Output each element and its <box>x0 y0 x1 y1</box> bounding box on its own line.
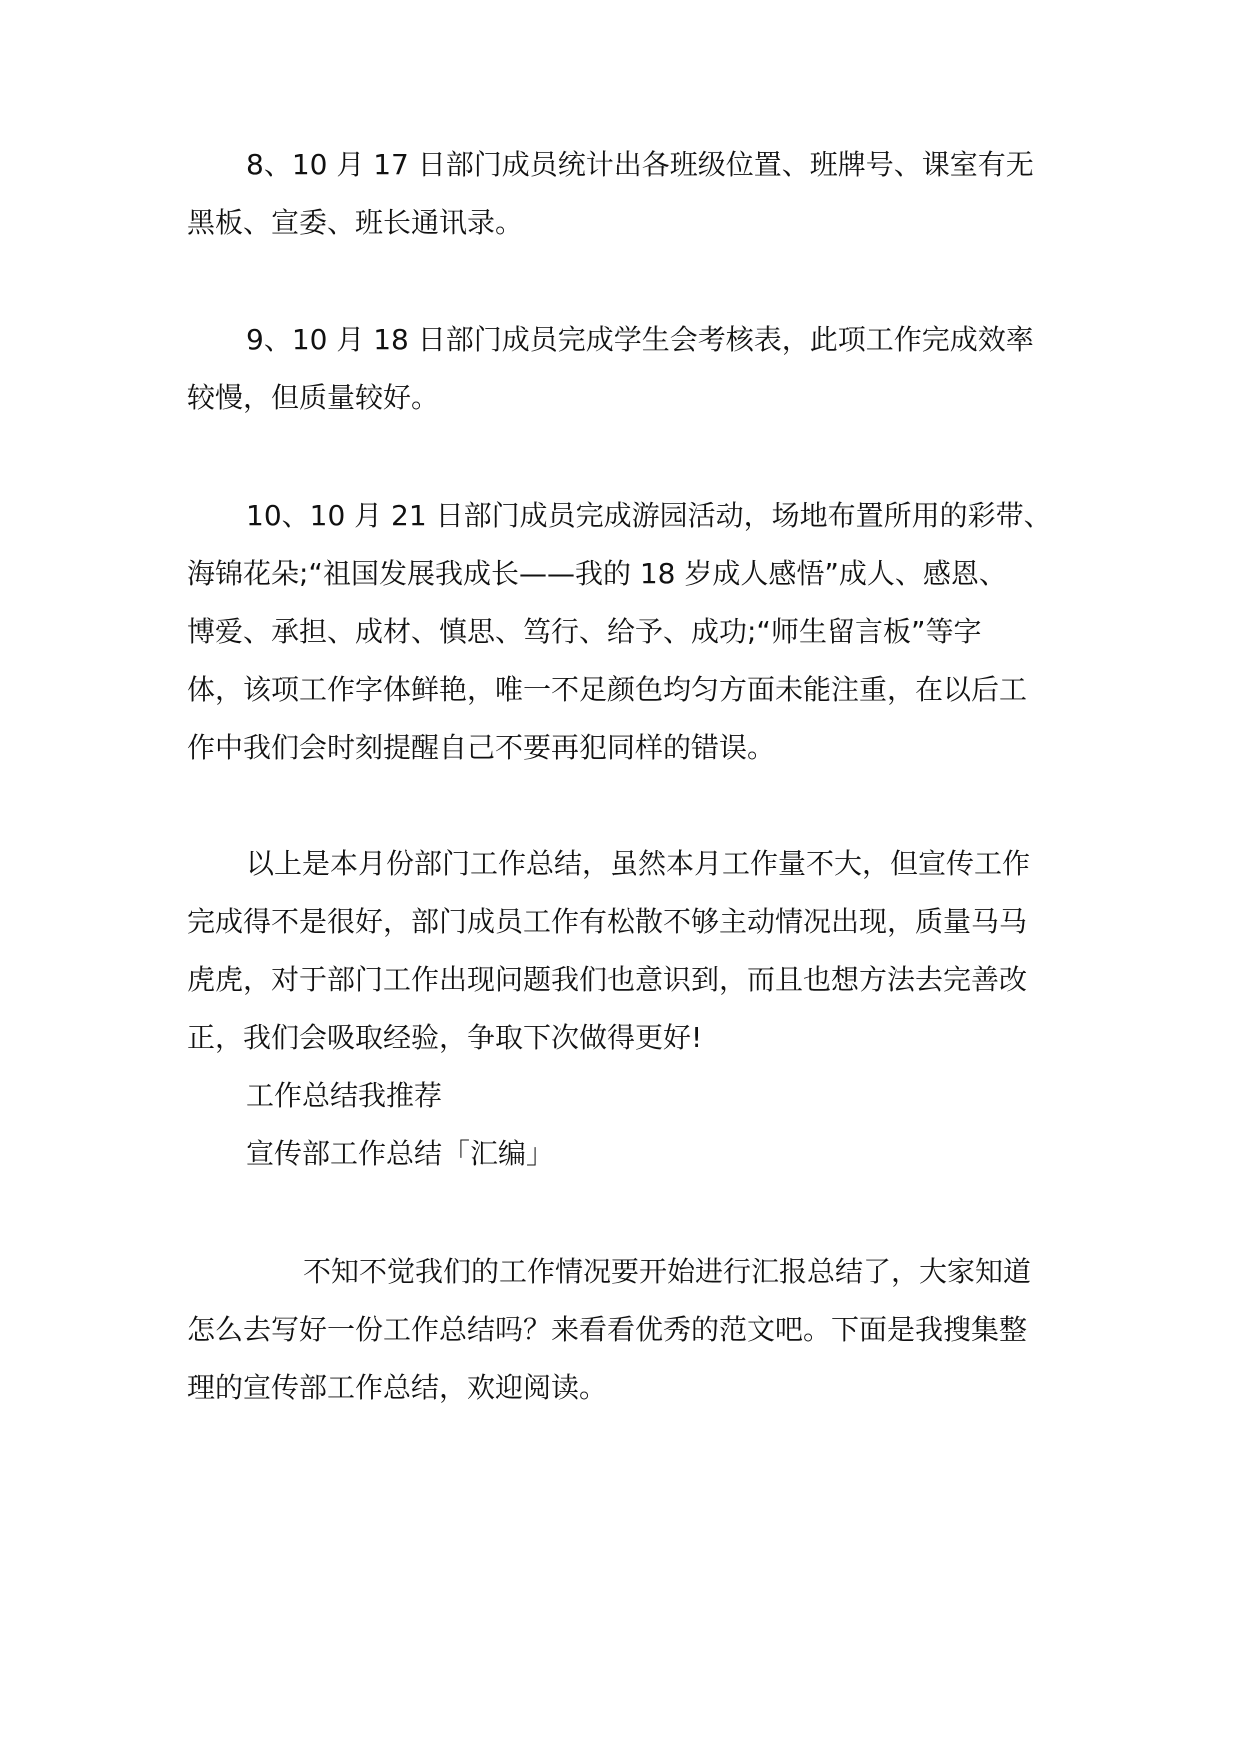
paragraph-line: 8、10 月 17 日部门成员统计出各班级位置、班牌号、课室有无 <box>246 148 1034 181</box>
paragraph-line: 理的宣传部工作总结，欢迎阅读。 <box>187 1371 608 1404</box>
paragraph-line: 不知不觉我们的工作情况要开始进行汇报总结了，大家知道 <box>303 1255 1032 1288</box>
paragraph-line: 正，我们会吸取经验，争取下次做得更好! <box>187 1021 703 1054</box>
paragraph-line: 博爱、承担、成材、慎思、笃行、给予、成功;“师生留言板”等字 <box>187 615 982 648</box>
paragraph-line: 怎么去写好一份工作总结吗？来看看优秀的范文吧。下面是我搜集整 <box>187 1313 1028 1346</box>
paragraph-line: 9、10 月 18 日部门成员完成学生会考核表，此项工作完成效率 <box>246 323 1034 356</box>
paragraph-line: 黑板、宣委、班长通讯录。 <box>187 206 524 239</box>
paragraph-line: 作中我们会时刻提醒自己不要再犯同样的错误。 <box>187 731 776 764</box>
paragraph-line: 完成得不是很好，部门成员工作有松散不够主动情况出现，质量马马 <box>187 905 1028 938</box>
paragraph-line: 体，该项工作字体鲜艳，唯一不足颜色均匀方面未能注重，在以后工 <box>187 673 1028 706</box>
paragraph-line: 以上是本月份部门工作总结，虽然本月工作量不大，但宣传工作 <box>246 847 1031 880</box>
paragraph-line: 海锦花朵;“祖国发展我成长——我的 18 岁成人感悟”成人、感恩、 <box>187 557 1007 590</box>
paragraph-line: 10、10 月 21 日部门成员完成游园活动，场地布置所用的彩带、 <box>246 499 1052 532</box>
recommend-heading: 工作总结我推荐 <box>246 1079 443 1112</box>
article-title: 宣传部工作总结「汇编」 <box>246 1137 555 1170</box>
paragraph-line: 虎虎，对于部门工作出现问题我们也意识到，而且也想方法去完善改 <box>187 963 1028 996</box>
paragraph-line: 较慢，但质量较好。 <box>187 381 440 414</box>
